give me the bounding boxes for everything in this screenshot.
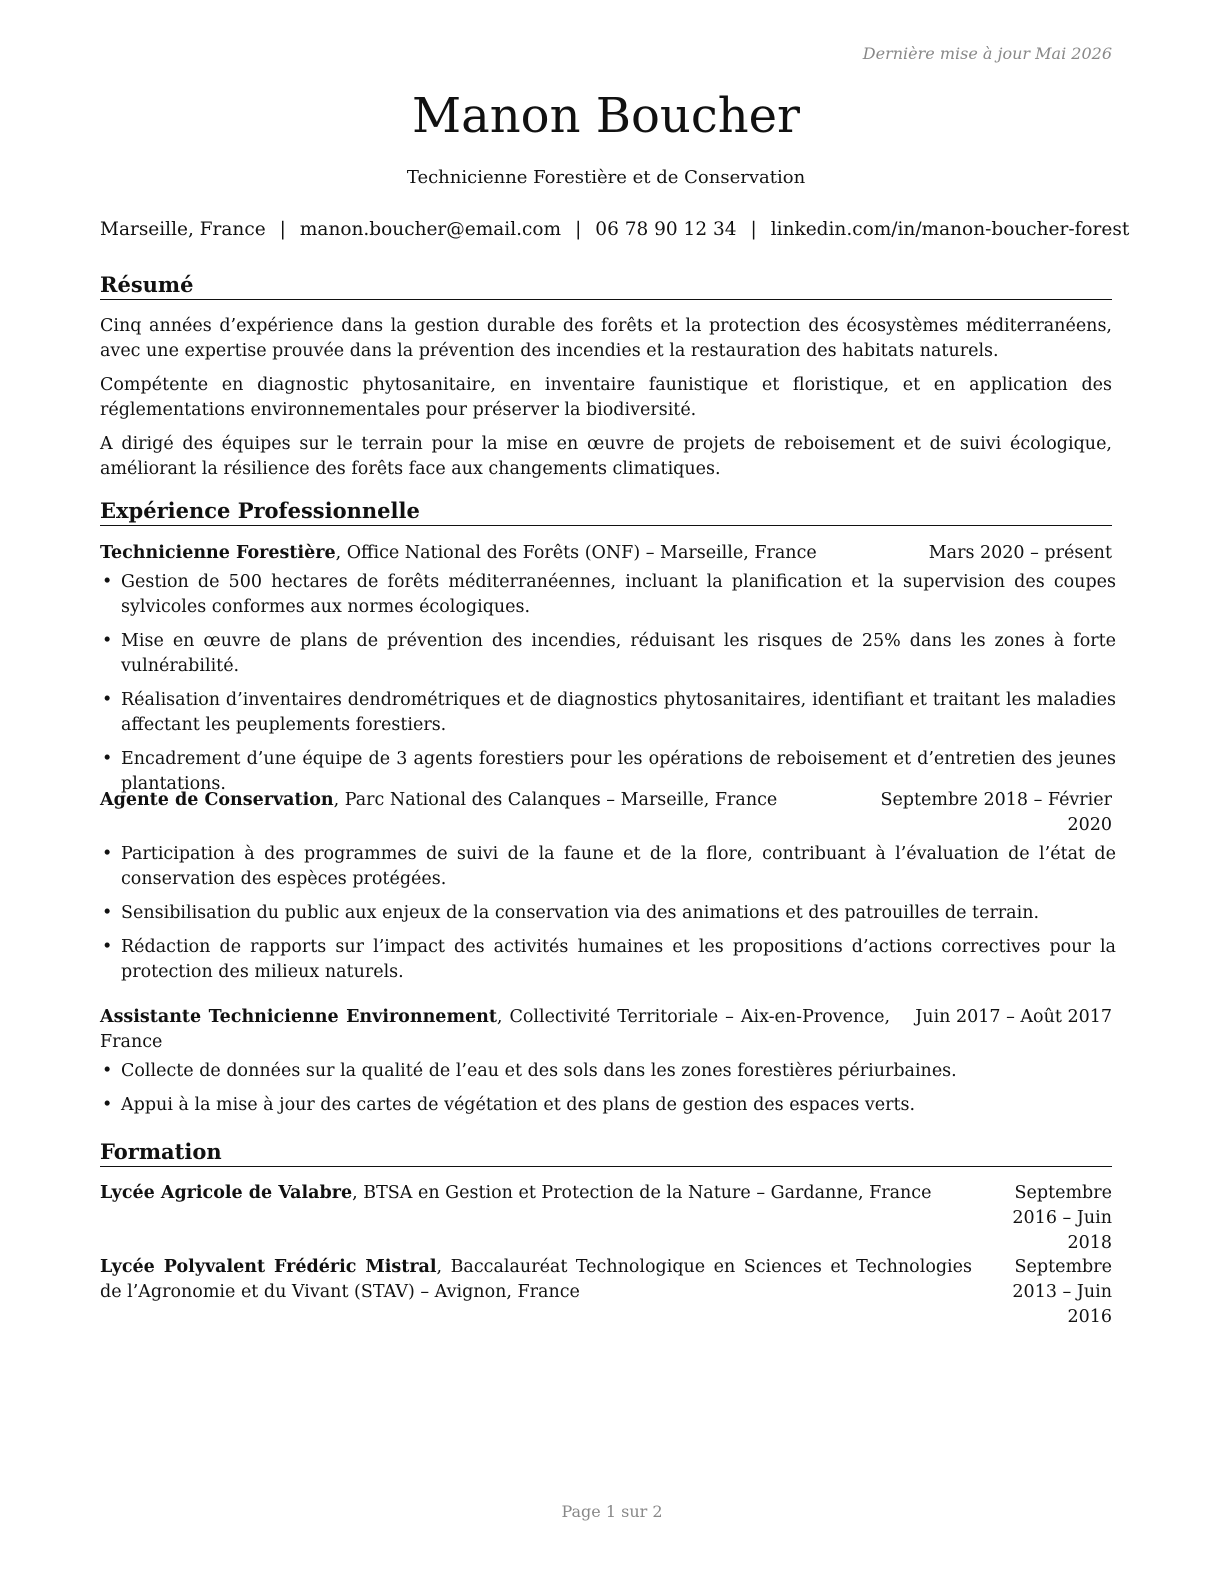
contact-line: [100, 219, 1130, 240]
school-name: Lycée Polyvalent Frédéric Mistral: [100, 1257, 437, 1277]
summary-paragraph: Cinq années d’expérience dans la gestion durable des forêts et la protection des écosystèmes méditerranéens, avec une expertise prouvée dans la prévention des incendies et la restauration des habitats naturels.: [100, 316, 1112, 361]
job-role: Technicienne Forestière: [100, 543, 336, 563]
list-item: • Collecte de données sur la qualité de l’eau et des sols dans les zones forestières périurbaines.: [100, 1059, 1116, 1084]
contact-location: Marseille, France: [100, 219, 266, 240]
education-item: [100, 1181, 1112, 1253]
summary-paragraph: A dirigé des équipes sur le terrain pour la mise en œuvre de projets de reboisement et de suivi écologique, améliorant la résilience des forêts face aux changements climatiques.: [100, 434, 1112, 479]
education-heading: Formation: [100, 1138, 1112, 1167]
job-details: , Collectivité Territoriale – Aix-en-Provence, France: [100, 1007, 891, 1052]
job-dates: Mars 2020 – présent: [928, 543, 1112, 563]
job-bullets: [100, 570, 1116, 806]
degree-details: , BTSA en Gestion et Protection de la Nature – Gardanne, France: [352, 1183, 932, 1203]
contact-separator: |: [575, 219, 582, 240]
list-item: • Appui à la mise à jour des cartes de végétation et des plans de gestion des espaces verts.: [100, 1093, 1116, 1118]
list-item: • Gestion de 500 hectares de forêts méditerranéennes, incluant la planification et la supervision des coupes sylvicoles conformes aux normes écologiques.: [100, 570, 1116, 620]
job-bullets: [100, 842, 1116, 994]
job-role: Assistante Technicienne Environnement: [100, 1007, 497, 1027]
candidate-title: Technicienne Forestière et de Conservation: [406, 167, 806, 188]
job-header: [100, 541, 1112, 566]
job-dates: Septembre 2018 – Février 2020: [880, 790, 1112, 835]
education-dates: Septembre 2016 – Juin 2018: [1012, 1183, 1112, 1253]
job-role: Agente de Conservation: [100, 790, 334, 810]
page-number: Page 1 sur 2: [561, 1502, 663, 1521]
list-item: • Réalisation d’inventaires dendrométriques et de diagnostics phytosanitaires, identifiant et traitant les maladies affectant les peuplements forestiers.: [100, 688, 1116, 738]
contact-phone: 06 78 90 12 34: [595, 219, 737, 240]
contact-email[interactable]: manon.boucher@email.com: [299, 219, 562, 240]
job-header: [100, 1005, 1112, 1055]
job-details: , Office National des Forêts (ONF) – Marseille, France: [335, 543, 817, 563]
degree-details: , Baccalauréat Technologique en Sciences et Technologies de l’Agronomie et du Vivant (STAV) – Avignon, France: [100, 1257, 972, 1302]
summary-paragraph: Compétente en diagnostic phytosanitaire, en inventaire faunistique et floristique, et en application des réglementations environnementales pour préserver la biodiversité.: [100, 375, 1112, 420]
contact-separator: |: [279, 219, 286, 240]
school-name: Lycée Agricole de Valabre: [100, 1183, 353, 1203]
job-bullets: [100, 1059, 1116, 1127]
job-header: [100, 788, 1112, 835]
education-item: [100, 1255, 1112, 1327]
contact-linkedin[interactable]: linkedin.com/in/manon-boucher-forest: [770, 219, 1130, 240]
list-item: • Participation à des programmes de suivi de la faune et de la flore, contribuant à l’évaluation de l’état de conservation des espèces protégées.: [100, 842, 1116, 892]
job-details: , Parc National des Calanques – Marseille, France: [333, 790, 778, 810]
last-updated: Dernière mise à jour Mai 2026: [862, 44, 1112, 63]
list-item: • Rédaction de rapports sur l’impact des activités humaines et les propositions d’actions correctives pour la protection des milieux naturels.: [100, 935, 1116, 985]
contact-separator: |: [750, 219, 757, 240]
list-item: • Mise en œuvre de plans de prévention des incendies, réduisant les risques de 25% dans les zones à forte vulnérabilité.: [100, 629, 1116, 679]
list-item: • Sensibilisation du public aux enjeux de la conservation via des animations et des patrouilles de terrain.: [100, 901, 1116, 926]
experience-heading: Expérience Professionnelle: [100, 497, 1112, 526]
summary-heading: Résumé: [100, 271, 1112, 300]
job-dates: Juin 2017 – Août 2017: [915, 1007, 1112, 1027]
list-item: • Encadrement d’une équipe de 3 agents forestiers pour les opérations de reboisement et d’entretien des jeunes plantations.: [100, 747, 1116, 797]
candidate-name: Manon Boucher: [412, 88, 800, 144]
education-dates: Septembre 2013 – Juin 2016: [1012, 1257, 1112, 1327]
